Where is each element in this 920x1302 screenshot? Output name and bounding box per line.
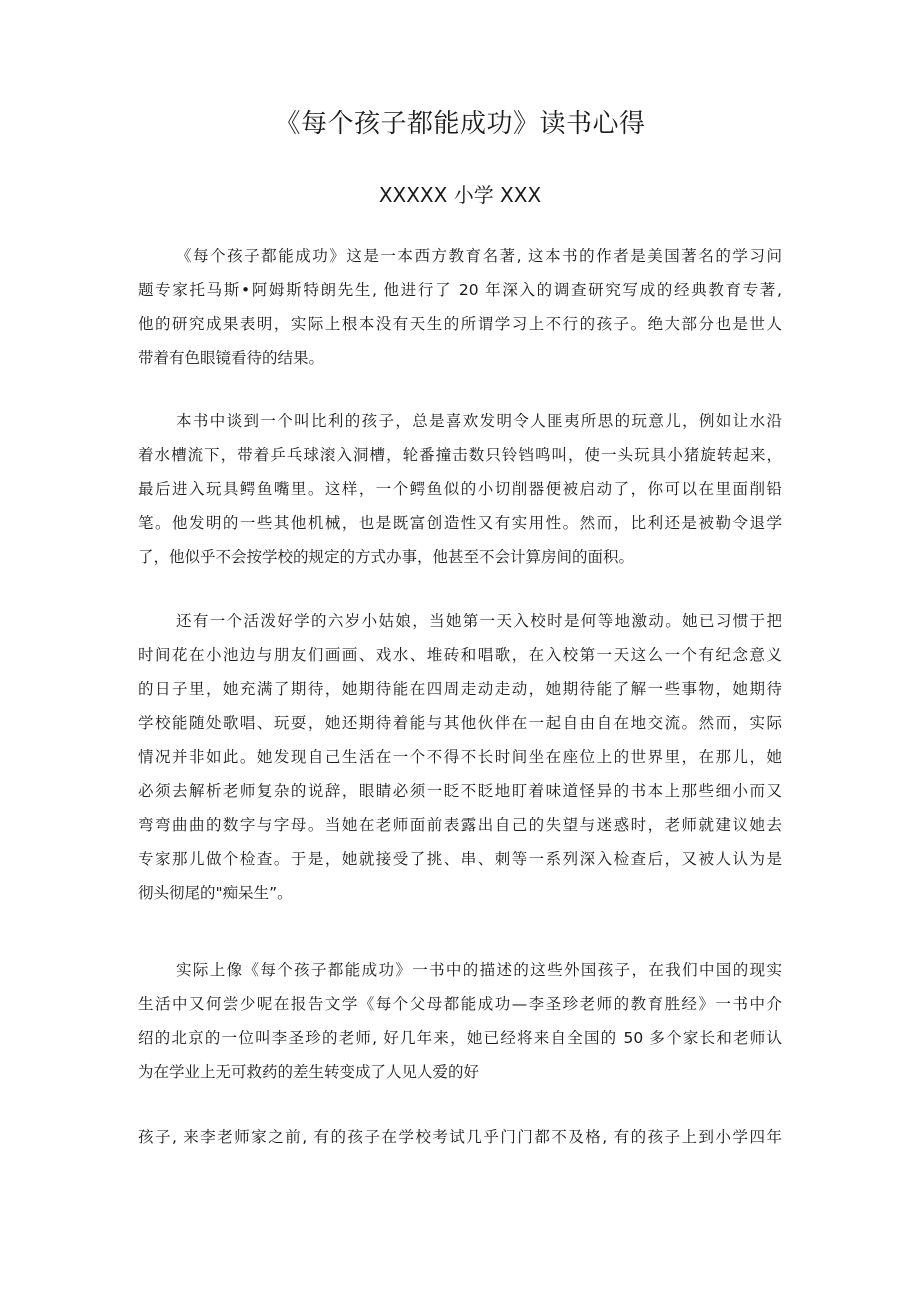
document-title: 《每个孩子都能成功》读书心得	[274, 109, 646, 139]
paragraph-line: 专家那儿做个检查。于是，她就接受了挑、串、刺等一系列深入检查后，又被人认为是	[138, 850, 782, 868]
paragraph-4	[138, 953, 782, 1089]
paragraph-3	[138, 604, 782, 910]
paragraph-line: 他的研究成果表明，实际上根本没有天生的所谓学习上不行的孩子。绝大部分也是世人	[138, 315, 782, 333]
paragraph-line: 弯弯曲曲的数字与字母。当她在老师面前表露出自己的失望与迷惑时，老师就建议她去	[138, 816, 782, 834]
paragraph-1	[138, 239, 782, 375]
paragraph-line: 必须去解析老师复杂的说辞，眼睛必须一眨不眨地盯着味道怪异的书本上那些细小而又	[138, 782, 782, 800]
paragraph-line: 绍的北京的一位叫李圣珍的老师, 好几年来，她已经将来自全国的 50 多个家长和老师认	[138, 1029, 782, 1047]
paragraph-line: 时间花在小池边与朋友们画画、戏水、堆砖和唱歌，在入校第一天这么一个有纪念意义	[138, 646, 782, 664]
paragraph-line: 本书中谈到一个叫比利的孩子，总是喜欢发明令人匪夷所思的玩意儿，例如让水沿	[176, 412, 782, 430]
paragraph-line: 生活中又何尝少呢在报告文学《每个父母都能成功—李圣珍老师的教育胜经》一书中介	[138, 995, 782, 1013]
paragraph-5	[138, 1120, 782, 1154]
paragraph-line: 最后进入玩具鳄鱼嘴里。这样，一个鳄鱼似的小切削器便被启动了，你可以在里面削铅	[138, 480, 782, 498]
paragraph-line: 学校能随处歌唱、玩耍，她还期待着能与其他伙伴在一起自由自在地交流。然而，实际	[138, 714, 782, 732]
paragraph-line: 的日子里，她充满了期待，她期待能在四周走动走动，她期待能了解一些事物，她期待	[138, 680, 782, 698]
paragraph-line: 笔。他发明的一些其他机械，也是既富创造性又有实用性。然而，比利还是被勒令退学	[138, 514, 782, 532]
paragraph-line: 彻头彻尾的"痴呆生”。	[138, 884, 293, 902]
paragraph-line: 孩子, 来李老师家之前, 有的孩子在学校考试几乎门门都不及格, 有的孩子上到小学四年	[138, 1128, 782, 1146]
paragraph-line: 带着有色眼镜看待的结果。	[138, 349, 325, 367]
paragraph-line: 了，他似乎不会按学校的规定的方式办事，他甚至不会计算房间的面积。	[138, 548, 635, 566]
paragraph-line: 《每个孩子都能成功》这是一本西方教育名著, 这本书的作者是美国著名的学习问	[176, 247, 782, 265]
paragraph-line: 实际上像《每个孩子都能成功》一书中的描述的这些外国孩子，在我们中国的现实	[176, 961, 782, 979]
document-author: XXXXX 小学 XXX	[378, 183, 542, 207]
paragraph-line: 着水槽流下，带着乒乓球滚入洞槽，轮番撞击数只铃铛鸣叫，使一头玩具小猪旋转起来，	[138, 446, 782, 464]
paragraph-line: 题专家托马斯•阿姆斯特朗先生, 他进行了 20 年深入的调查研究写成的经典教育专著,	[138, 281, 782, 299]
paragraph-line: 为在学业上无可救药的差生转变成了人见人爱的好	[138, 1063, 480, 1081]
paragraph-2	[138, 404, 782, 574]
paragraph-line: 还有一个活泼好学的六岁小姑娘，当她第一天入校时是何等地激动。她已习惯于把	[176, 612, 782, 630]
paragraph-line: 情况并非如此。她发现自己生活在一个不得不长时间坐在座位上的世界里，在那儿，她	[138, 748, 782, 766]
